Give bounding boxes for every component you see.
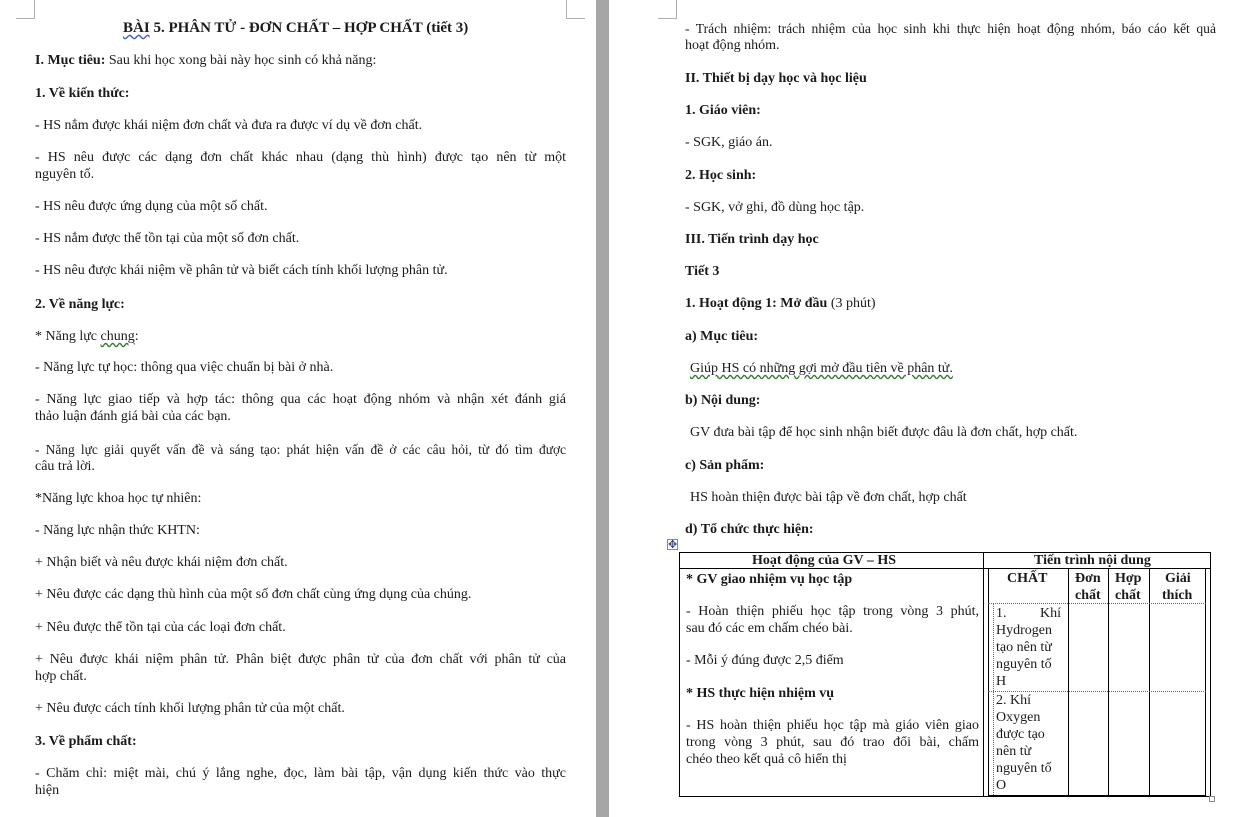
inner-header-don-2: chất — [1075, 588, 1101, 603]
product-text: HS hoàn thiện được bài tập về đơn chất, hợp chất — [690, 490, 967, 505]
lesson-title: BÀI 5. PHÂN TỬ - ĐƠN CHẤT – HỢP CHẤT (tiết 3) — [123, 20, 469, 36]
inner-header-chat: CHẤT — [1007, 571, 1048, 586]
competence-item-3-line-2: câu trả lời. — [35, 459, 95, 474]
table-move-handle-icon[interactable]: ✥ — [668, 538, 678, 551]
science-item-5-line-1: + Nêu được khái niệm phân tử. Phân biệt được phân tử của đơn chất với phân tử của — [35, 652, 566, 667]
gv-text-line-1: - Hoàn thiện phiếu học tập trong vòng 3 phút, — [686, 604, 979, 619]
row-1-word-4: nguyên tố — [996, 657, 1052, 672]
document-page-left — [0, 0, 596, 817]
competence-item-2-line-2: thảo luận đánh giá bài của các bạn. — [35, 409, 231, 424]
inner-header-giai-2: thích — [1162, 588, 1193, 603]
knowledge-heading: 1. Về kiến thức: — [35, 86, 130, 101]
knowledge-item-2-line-2: nguyên tố. — [35, 167, 95, 182]
content-text: GV đưa bài tập để học sinh nhận biết được đâu là đơn chất, hợp chất. — [690, 425, 1078, 440]
row-1-word-3: tạo nên từ — [996, 640, 1052, 655]
table-header-progress: Tiến trình nội dung — [1034, 553, 1151, 568]
inner-header-hop-2: chất — [1115, 588, 1141, 603]
crop-mark-top-right — [566, 0, 585, 19]
row-1-word-1: Khí — [1040, 606, 1061, 621]
inner-table-bottom-border — [988, 795, 1206, 796]
competence-heading: 2. Về năng lực: — [35, 297, 125, 312]
science-item-5-line-2: hợp chất. — [35, 669, 87, 684]
teacher-heading: 1. Giáo viên: — [685, 103, 761, 118]
knowledge-item-2-line-1: - HS nêu được các dạng đơn chất khác nhau (dạng thù hình) được tạo nên từ một — [35, 150, 566, 165]
crop-mark-top-left — [16, 0, 35, 19]
knowledge-item-3: - HS nêu được ứng dụng của một số chất. — [35, 199, 268, 214]
goal-text: Giúp HS có những gợi mở đầu tiên về phân tử. — [690, 361, 953, 376]
knowledge-item-1: - HS nắm được khái niệm đơn chất và đưa ra được ví dụ về đơn chất. — [35, 118, 423, 133]
crop-mark-top-left — [658, 0, 677, 19]
organize-heading: d) Tổ chức thực hiện: — [685, 522, 814, 537]
page-gutter — [596, 0, 609, 817]
general-competence: * Năng lực chung: — [35, 329, 139, 344]
gv-score-text: - Mỗi ý đúng được 2,5 điểm — [686, 653, 844, 668]
science-item-4: + Nêu được thể tồn tại của các loại đơn chất. — [35, 620, 286, 635]
content-heading: b) Nội dung: — [685, 393, 761, 408]
competence-item-1: - Năng lực tự học: thông qua việc chuẩn bị bài ở nhà. — [35, 360, 334, 375]
science-item-6: + Nêu được cách tính khối lượng phân tử của một chất. — [35, 701, 345, 716]
gv-task-heading: * GV giao nhiệm vụ học tập — [686, 572, 853, 587]
row-1-word-2: Hydrogen — [996, 623, 1052, 638]
responsibility-line-2: hoạt động nhóm. — [685, 38, 780, 53]
competence-item-3-line-1: - Năng lực giải quyết vấn đề và sáng tạo: phát hiện vấn đề ở các câu hỏi, từ đó tìm được — [35, 442, 566, 457]
row-2-word-4: nên từ — [996, 744, 1032, 759]
hs-task-heading: * HS thực hiện nhiệm vụ — [686, 686, 835, 701]
activity-1-heading: 1. Hoạt động 1: Mở đầu (3 phút) — [685, 296, 876, 311]
inner-table-dotted-left — [993, 603, 994, 795]
inner-header-don-1: Đơn — [1075, 571, 1101, 586]
product-heading: c) Sản phẩm: — [685, 458, 765, 473]
goal-heading: a) Mục tiêu: — [685, 329, 759, 344]
row-2-word-5: nguyên tố — [996, 761, 1052, 776]
period-label: Tiết 3 — [685, 264, 720, 279]
inner-header-hop-1: Hợp — [1115, 571, 1142, 586]
row-2-word-3: được tạo — [996, 727, 1045, 742]
hs-text-line-1: - HS hoàn thiện phiếu học tập mà giáo viên giao — [686, 718, 979, 733]
hs-text-line-3: chéo theo kết quả cô hiển thị — [686, 752, 847, 767]
student-heading: 2. Học sinh: — [685, 168, 757, 183]
equipment-heading: II. Thiết bị dạy học và học liệu — [685, 71, 867, 86]
knowledge-item-4: - HS nắm được thể tồn tại của một số đơn chất. — [35, 231, 300, 246]
quality-heading: 3. Về phẩm chất: — [35, 734, 137, 749]
quality-item-1-line-1: - Chăm chỉ: miệt mài, chú ý lắng nghe, đọc, làm bài tập, vận dụng kiến thức vào thực — [35, 766, 566, 781]
science-competence: *Năng lực khoa học tự nhiên: — [35, 491, 202, 506]
hs-text-line-2: trong vòng 3 phút, sau đó trao đổi bài, chấm — [686, 735, 979, 750]
row-2-word-2: Oxygen — [996, 710, 1041, 725]
objective-line: I. Mục tiêu: Sau khi học xong bài này học sinh có khả năng: — [35, 53, 377, 68]
science-item-3: + Nêu được các dạng thù hình của một số đơn chất cùng ứng dụng của chúng. — [35, 587, 472, 602]
knowledge-item-5: - HS nêu được khái niệm về phân tử và biết cách tính khối lượng phân tử. — [35, 263, 448, 278]
table-resize-handle[interactable] — [1209, 796, 1215, 802]
student-text: - SGK, vở ghi, đồ dùng học tập. — [685, 200, 865, 215]
inner-header-giai-1: Giải — [1165, 571, 1191, 586]
quality-item-1-line-2: hiện — [35, 783, 60, 798]
row-1-word-5: H — [996, 674, 1007, 689]
table-header-activity: Hoạt động của GV – HS — [752, 553, 897, 568]
gv-text-line-2: sau đó các em chấm chéo bài. — [686, 621, 853, 636]
teacher-text: - SGK, giáo án. — [685, 135, 773, 150]
responsibility-line-1: - Trách nhiệm: trách nhiệm của học sinh khi thực hiện hoạt động nhóm, báo cáo kết quả — [685, 21, 1216, 36]
row-2-word-6: O — [996, 778, 1007, 793]
row-2-word-1: 2. Khí — [996, 693, 1031, 708]
row-1-number: 1. — [996, 606, 1007, 621]
science-item-2: + Nhận biết và nêu được khái niệm đơn chất. — [35, 555, 288, 570]
table-column-divider — [983, 552, 984, 797]
process-heading: III. Tiến trình dạy học — [685, 232, 819, 247]
science-item-1: - Năng lực nhận thức KHTN: — [35, 523, 200, 538]
competence-item-2-line-1: - Năng lực giao tiếp và hợp tác: thông qua các hoạt động nhóm và nhận xét đánh giá — [35, 392, 566, 407]
